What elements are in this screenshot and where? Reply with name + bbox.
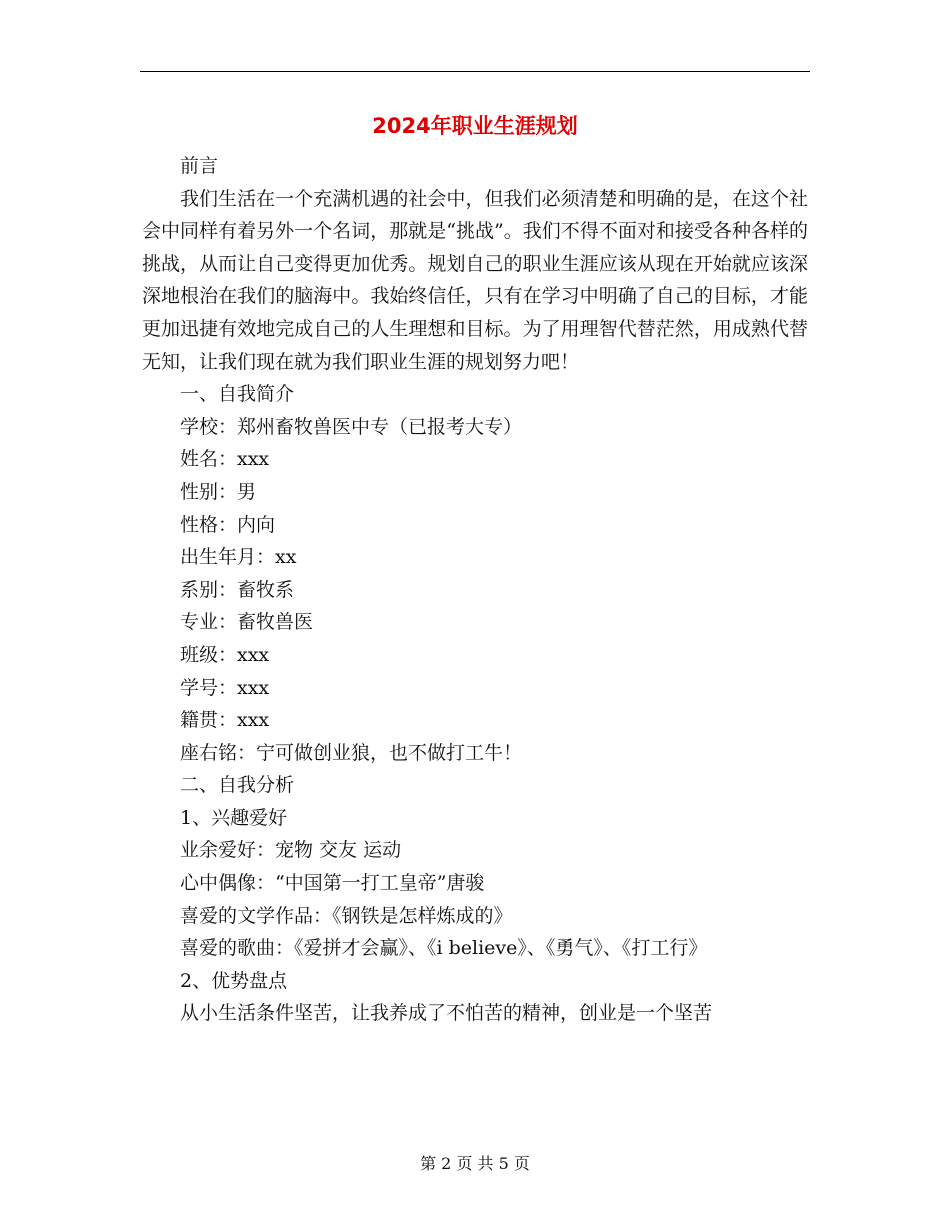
info-line-class: 班级：xxx [180, 643, 270, 666]
info-line-favorite-book: 喜爱的文学作品：《钢铁是怎样炼成的》 [180, 904, 513, 927]
info-line-motto: 座右铭：宁可做创业狼，也不做打工牛！ [180, 741, 523, 764]
info-line-department: 系别：畜牧系 [180, 578, 295, 601]
info-line-hometown: 籍贯：xxx [180, 709, 270, 732]
section-heading-self-analysis: 二、自我分析 [180, 774, 295, 797]
paragraph-preface-heading: 前言 [180, 155, 219, 177]
info-line-favorite-songs: 喜爱的歌曲：《爱拼才会赢》、《i believe》、《勇气》、《打工行》 [180, 937, 708, 960]
info-line-student-id: 学号：xxx [180, 676, 270, 699]
info-line-birth: 出生年月：xx [180, 546, 297, 569]
document-title: 2024年职业生涯规划 [372, 114, 578, 138]
header-rule [140, 71, 810, 72]
info-line-hobbies: 业余爱好：宠物 交友 运动 [180, 839, 402, 862]
paragraph-strengths-text: 从小生活条件坚苦，让我养成了不怕苦的精神，创业是一个坚苦 [180, 1002, 713, 1025]
subsection-heading-interests: 1、兴趣爱好 [180, 806, 288, 829]
info-line-personality: 性格：内向 [180, 513, 276, 536]
info-line-idol: 心中偶像：“中国第一打工皇帝”唐骏 [180, 872, 485, 895]
section-heading-self-intro: 一、自我简介 [180, 383, 295, 406]
info-line-school: 学校：郑州畜牧兽医中专（已报考大专） [180, 415, 523, 438]
info-line-major: 专业：畜牧兽医 [180, 611, 314, 634]
subsection-heading-strengths: 2、优势盘点 [180, 969, 288, 992]
paragraph-preface-text: 我们生活在一个充满机遇的社会中，但我们必须清楚和明确的是，在这个社会中同样有着另外一个名词，那就是“挑战”。我们不得不面对和接受各种各样的挑战，从而让自己变得更加优秀。规划自己的职业生涯应该从现在开始就应该深深地根治在我们的脑海中。我始终信任，只有在学习中明确了自己的目标，才能更加迅捷有效地完成自己的人生理想和目标。为了用理智代替茫然，用成熟代替无知，让我们现在就为我们职业生涯的规划努力吧！ [142, 187, 808, 373]
document-body [142, 150, 808, 1030]
info-line-name: 姓名：xxx [180, 448, 270, 471]
info-line-gender: 性别：男 [180, 480, 257, 503]
page-number-footer: 第 2 页 共 5 页 [420, 1154, 530, 1173]
